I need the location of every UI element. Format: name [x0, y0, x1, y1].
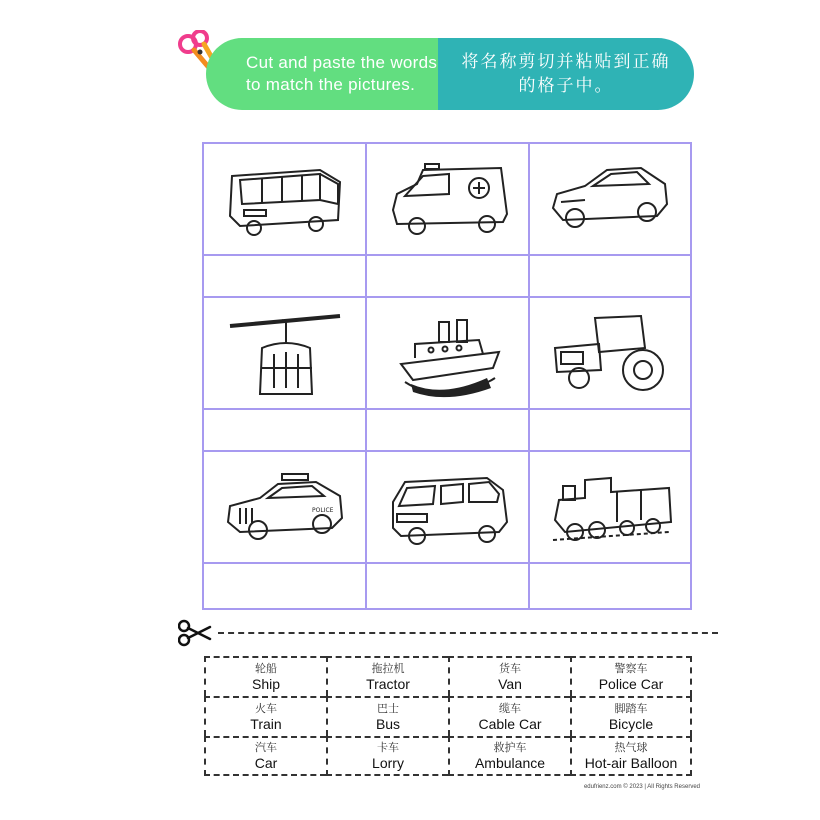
picture-cell-bus	[204, 144, 367, 256]
word-card[interactable]	[570, 736, 692, 776]
word-cards	[204, 656, 692, 776]
word-card[interactable]	[570, 696, 692, 736]
word-card[interactable]	[326, 656, 448, 696]
word-card-english: Bicycle	[608, 715, 654, 732]
word-card-english: Train	[250, 715, 282, 732]
word-card-chinese: 缆车	[499, 701, 521, 715]
word-card[interactable]	[204, 736, 326, 776]
copyright-footer: edufrienz.com © 2023 | All Rights Reserved	[583, 784, 700, 790]
picture-cell-car	[530, 144, 690, 256]
word-card-chinese: 火车	[255, 701, 277, 715]
word-card-english: Hot-air Balloon	[584, 754, 678, 771]
scissors-icon	[178, 619, 212, 647]
word-card-chinese: 汽车	[255, 740, 277, 754]
instruction-chinese-line-2: 的格子中。	[518, 76, 614, 96]
tractor-icon	[545, 308, 675, 398]
cut-line-dashes	[218, 632, 718, 634]
picture-cell-police-car	[204, 452, 367, 564]
instruction-english	[206, 38, 438, 110]
van-icon	[383, 462, 513, 552]
word-card-chinese: 脚踏车	[614, 701, 648, 715]
word-card[interactable]	[326, 736, 448, 776]
answer-box[interactable]	[530, 564, 690, 608]
word-card-chinese: 轮船	[255, 661, 277, 675]
answer-box[interactable]	[204, 410, 367, 452]
picture-grid	[202, 142, 692, 610]
instruction-chinese	[438, 38, 694, 110]
word-card-chinese: 热气球	[614, 740, 648, 754]
picture-cell-train	[530, 452, 690, 564]
word-card[interactable]	[448, 656, 570, 696]
bus-icon	[220, 154, 350, 244]
word-card-chinese: 拖拉机	[371, 661, 405, 675]
word-card-english: Lorry	[372, 754, 404, 771]
word-card-english: Tractor	[366, 675, 410, 692]
word-card-english: Ship	[251, 675, 281, 692]
cut-line	[178, 619, 718, 647]
train-icon	[545, 462, 675, 552]
car-icon	[545, 154, 675, 244]
word-card-english: Car	[254, 754, 278, 771]
picture-cell-ambulance	[367, 144, 530, 256]
picture-cell-tractor	[530, 298, 690, 410]
word-card-chinese: 卡车	[377, 740, 399, 754]
answer-box[interactable]	[367, 410, 530, 452]
picture-cell-van	[367, 452, 530, 564]
cable-car-icon	[220, 308, 350, 398]
ship-icon	[383, 308, 513, 398]
instruction-banner	[176, 30, 696, 110]
answer-box[interactable]	[530, 410, 690, 452]
answer-box[interactable]	[367, 564, 530, 608]
instruction-english-line-2: to match the pictures.	[246, 75, 416, 94]
word-card[interactable]	[326, 696, 448, 736]
svg-text:POLICE: POLICE	[311, 507, 333, 514]
word-card[interactable]	[448, 736, 570, 776]
police-car-icon	[220, 462, 350, 552]
answer-box[interactable]	[530, 256, 690, 298]
word-card-english: Van	[498, 675, 522, 692]
ambulance-icon	[383, 154, 513, 244]
answer-box[interactable]	[204, 256, 367, 298]
word-card-chinese: 货车	[499, 661, 521, 675]
word-card-english: Police Car	[598, 675, 664, 692]
word-card[interactable]	[570, 656, 692, 696]
word-card[interactable]	[204, 696, 326, 736]
picture-cell-cable-car	[204, 298, 367, 410]
answer-box[interactable]	[204, 564, 367, 608]
picture-cell-ship	[367, 298, 530, 410]
word-card-chinese: 巴士	[377, 701, 399, 715]
word-card-chinese: 警察车	[614, 661, 648, 675]
word-card[interactable]	[204, 656, 326, 696]
word-card-english: Cable Car	[478, 715, 542, 732]
answer-box[interactable]	[367, 256, 530, 298]
instruction-english-line-1: Cut and paste the words	[246, 53, 438, 72]
word-card[interactable]	[448, 696, 570, 736]
word-card-chinese: 救护车	[493, 740, 527, 754]
word-card-english: Ambulance	[474, 754, 546, 771]
instruction-chinese-line-1: 将名称剪切并粘贴到正确	[461, 52, 671, 72]
word-card-english: Bus	[375, 715, 401, 732]
